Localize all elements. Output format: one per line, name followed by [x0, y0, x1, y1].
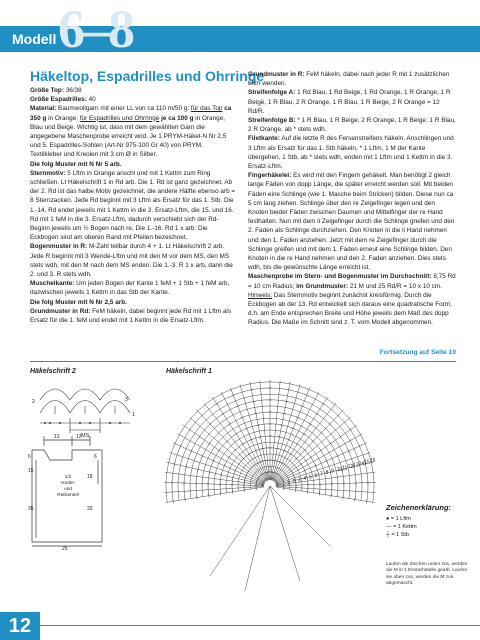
column-left [30, 86, 236, 325]
legend-item-kettm [386, 524, 417, 530]
round-number: 4 [303, 476, 307, 482]
filetkante-text: Auf die letzte R des Fersenstreifens häkeln. Anschlingen und 3 Lftm als Ersatz für das 1. Stb häkeln, * 1 Lftm, 1 M der Kante übergehen, 1 Stb, ab * stets wdh, enden mit 1 Lftm und 1 Kettm in die 3. Ersatz-Lftm. [248, 135, 454, 171]
schnitt-left-1: 6 [28, 454, 31, 460]
bogenmuster-text: M-Zahl teilbar durch 4 + 1. Lt Häkelschrift 2 arb. Jede R beginnt mit 3 Wende-Lftm und mit den M vor dem MS, den MS stets wdh, mit den M nach dem MS enden. Die 1.-3. R 1 x arb, dann die 2. und 3. R stets wdh. [30, 243, 233, 279]
page-number: 12 [0, 612, 40, 640]
row-number-2: 2 [32, 399, 35, 405]
groesse-top-value: 36/38 [63, 87, 82, 94]
maschenprobe-text: 8,75 Rd = 10 cm Radius; [248, 273, 456, 290]
round-number: 9 [331, 468, 334, 475]
schnitt-bottom-width: 25 [62, 546, 68, 552]
maschenprobe-text-2: 21 M und 25 Rd/R = 10 x 10 cm. [347, 282, 442, 290]
round-number: 14 [358, 461, 365, 467]
grundmuster-r-label: Grundmuster in R: [248, 71, 305, 78]
material-top-link: für das Top [190, 105, 223, 113]
legend-item-lftm [386, 516, 411, 522]
schnitt-top-width-2: 12 [76, 434, 82, 440]
footer-line [40, 625, 480, 626]
section-divider [30, 361, 456, 362]
treble-stitch-icon: ┼ [386, 532, 390, 538]
sternmotiv-text: 5 Lftm in Orange anschl und mit 1 Kettm zum Ring schließen. Lt Häkelschrift 1 in Rd arb. Die 1. Rd ist ganz gezeichnet. Ab der 2. Rd ist das halbe Motiv gezeichnet, die andere Hälfte ebenso arb = 8 Sternzacken. Jede Rd beginnt mit 3 Lftm als Ersatz für das 1. Stb. Die 1.-14. Rd endet jeweils mit 1 Kettm in die 3. Ersatz-Lftm, die 15. und 16. Rd mit 1 feM in die 3. Ersatz-Lftm, dadurch verschiebt sich der Rd-Beginn jeweils um ½ Bogen nach re. Die 1.-16. Rd 1 x arb. Die Eckbogen sind am oberen Rand mit Pfeilen bezeichnet. [30, 169, 236, 242]
schnitt-right-3: 32 [87, 506, 93, 512]
legend-item-text: = 1 Kettm [393, 524, 417, 530]
slip-stitch-icon: — [386, 524, 392, 530]
legend-item-stb [386, 532, 409, 538]
material-text: Baumwollgarn mit einer LL von ca 110 m/50 g: [56, 105, 191, 113]
muschelkante-text: Um jeden Bogen der Kante 1 feM + 1 Stb + 1 feM arb, dazwischen jeweils 1 Kettm in das Stb der Kante. [30, 280, 230, 297]
material-text-2: in Orange; [46, 114, 80, 122]
schnitt-left-3: 35 [28, 506, 34, 512]
hinweis-label: Hinweis: [248, 291, 273, 299]
material-espadrilles-amount: je ca 100 g [159, 114, 194, 122]
page-title: Häkeltop, Espadrilles und Ohrringe [30, 68, 265, 84]
continuation-note: Fortsetzung auf Seite 10 [379, 349, 456, 356]
filetkante-label: Filetkante: [248, 135, 280, 143]
column-right [248, 70, 456, 328]
round-number: 12 [347, 464, 354, 470]
diagram-label-1: Häkelschrift 1 [166, 368, 212, 375]
round-number: 10 [336, 467, 343, 473]
material-top-amount: ca 350 g [30, 105, 232, 122]
streifen-b-text: * 1 R Blau, 1 R Beige, 2 R Orange, 1 R Beige, 1 R Blau, 2 R Orange, ab * stets wdh. [248, 117, 456, 134]
folg-muster-heading-1: Die folg Muster mit N Nr 5 arb. [30, 160, 122, 168]
streifen-b-label: Streifenfolge B: [248, 117, 296, 125]
material-text-3: in Orange, Blau und Beige. Wichtig ist, dass mit dem gewählten Garn die angegebene Maschenprobe erreicht wird. Je 1 PRYM-Häkel-N Nr 2,5 und 5. Espadrilles-Sohlen (Art-Nr 975-100 Gr 40) von PRYM. Textilkleber und Kreolen mit 3 cm Ø in Silber. [30, 114, 227, 159]
sternmotiv-label: Sternmotiv: [30, 169, 66, 177]
chain-stitch-icon: ● [386, 516, 390, 522]
maschenprobe-label-2: im Grundmuster: [296, 282, 348, 290]
grundmuster-text: FeM häkeln, dabei beginnt jede Rd mit 1 Lftm als Ersatz für die 1. feM und endet mit 1 Kettm in die Ersatz-Lftm. [30, 307, 232, 325]
round-number: 16 [369, 458, 376, 464]
round-number: 1 [286, 480, 290, 487]
folg-muster-heading-2: Die folg Muster mit N Nr 2,5 arb. [30, 298, 127, 306]
row-number-3: 3 [125, 397, 128, 403]
schnitt-center-label: 1/2 Vorder- und Rückenteil [57, 474, 79, 497]
fingerhaekelei-label: Fingerhäkelei: [248, 172, 292, 180]
schnitt-right-1: 6 [94, 454, 97, 460]
hinweis-text: Das Sternmotiv beginnt zunächst kreisförmig. Durch die Eckbogen ab der 13. Rd entwickelt sich daraus eine quadratische Form, d.h. am Ende entsprechen Breite und Höhe jeweils dem Maß des dopp Radius. Die Maße im Schnitt sind z. T. vom Modell abgenommen. [248, 291, 452, 327]
schnitt-right-2: 18 [87, 474, 93, 480]
schnitt-left-2: 15 [28, 468, 34, 474]
legend-item-text: = 1 Lftm [390, 516, 411, 522]
round-number: 7 [320, 471, 323, 478]
model-number: 6–8 [58, 0, 133, 59]
groesse-espadrilles-value: 40 [86, 96, 96, 104]
schnitt-top-width-1: 13 [54, 434, 60, 440]
material-espadrilles-link: für Espadrilles und Ohrringe [79, 114, 160, 122]
legend-item-text: = 1 Stb [391, 532, 410, 538]
round-number: 6 [314, 473, 318, 479]
maschenprobe-label: Maschenprobe im Stern- und Bogenmuster im Durchschnitt: [248, 273, 432, 281]
round-number: 15 [364, 459, 370, 466]
legend-title: Zeichenerklärung: [386, 503, 452, 512]
round-number: 8 [325, 470, 329, 476]
crochet-chart-1 [150, 376, 380, 606]
round-number: 2 [292, 479, 296, 485]
round-number: 5 [309, 474, 312, 481]
round-number: 3 [297, 477, 301, 484]
fingerhaekelei-text: Es wird mit den Fingern gehäkelt. Man benötigt 2 gleich lange Fäden von dopp Länge, die später erreicht werden soll. Mit beiden Fäden eine Schlinge (wie 1. Masche beim Stricken) bilden. Diese nun ca 5 cm lang ziehen. Schlinge über den re Zeigefinger legen und den Knoten beider Fäden zwischen Daumen und Mittelfinger der re Hand festhalten. Nun mit dem li Zeigefinger durch die Schlinge greifen und den 2. Faden als Schlinge durchziehen. Den Knoten in die li Hand nehmen und den 1. Faden anziehen. Jetzt mit dem re Zeigefinger durch die Schlinge greifen und mit dem 1. Faden erneut eine Schlinge bilden. Den Knoten in die re Hand nehmen und den 2. Faden anziehen. Dies stets wdh, bis die gewünschte Länge erreicht ist. [248, 172, 455, 272]
material-label: Material: [30, 105, 57, 113]
legend-note: Laufen die Zeichen unten zus, werden die M in 1 Einstichstelle gearb. Laufen sie oben zus, werden die M zus abgemascht. [386, 562, 468, 587]
crochet-chart-2 [30, 378, 140, 438]
row-number-1: 1 [132, 412, 135, 418]
round-number: 11 [342, 465, 348, 472]
round-number: 13 [353, 462, 359, 469]
muschelkante-label: Muschelkante: [30, 280, 75, 288]
streifen-a-label: Streifenfolge A: [248, 89, 296, 97]
groesse-espadrilles-label: Größe Espadrilles: [30, 96, 87, 104]
grundmuster-r-text: FeM häkeln, dabei nach jeder R mit 1 zusätzlichen Lftm wenden. [248, 71, 450, 88]
diagram-label-2: Häkelschrift 2 [30, 368, 76, 375]
bogenmuster-label: Bogenmuster in R: [30, 243, 88, 251]
streifen-a-text: 1 Rd Blau, 1 Rd Beige, 1 Rd Orange, 1 R Orange, 1 R Beige, 1 R Blau, 2 R Orange, 1 R Blau, 1 R Beige, 2 R Orange = 12 Rd/R. [248, 89, 451, 115]
ms-label: MS [81, 433, 90, 439]
groesse-top-label: Größe Top: [30, 87, 64, 94]
section-label: Modell [12, 31, 57, 47]
grundmuster-label: Grundmuster in Rd: [30, 307, 91, 315]
